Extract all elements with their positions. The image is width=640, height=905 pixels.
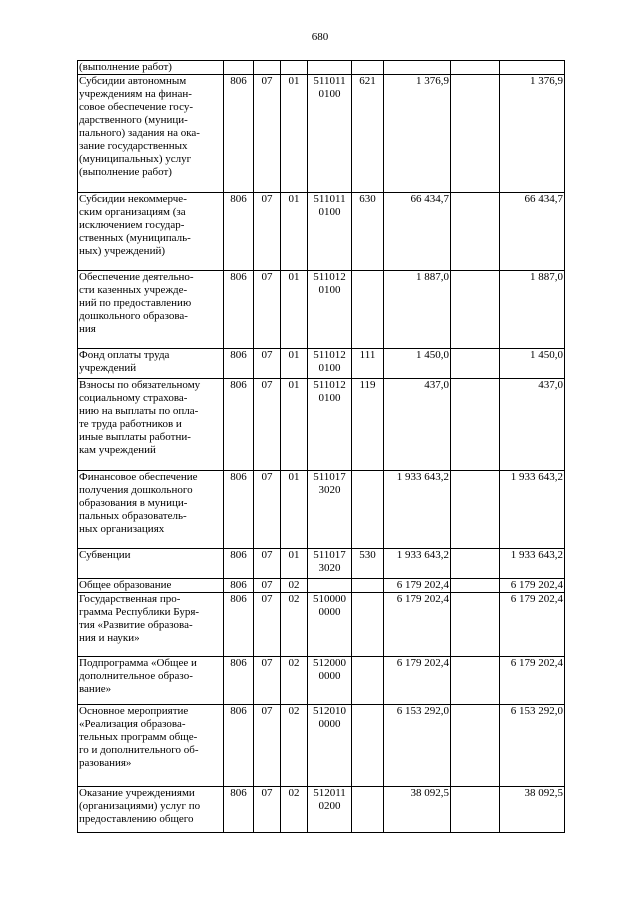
ministry-code: 806 [224,705,254,787]
section-code: 07 [254,379,281,471]
ministry-code: 806 [224,549,254,579]
subsection-code: 01 [281,349,308,379]
target-article-code: 512000 0000 [308,657,352,705]
subsection-code: 01 [281,549,308,579]
subsection-code: 01 [281,193,308,271]
section-code [254,61,281,75]
amount-cell: 6 179 202,4 [384,657,451,705]
amount-total-cell: 1 887,0 [500,271,565,349]
row-name: Фонд оплаты труда учреждений [78,349,224,379]
expense-type-code: 621 [352,75,384,193]
subsection-code: 02 [281,787,308,833]
amount-cell: 1 376,9 [384,75,451,193]
ministry-code: 806 [224,379,254,471]
expense-type-code [352,271,384,349]
amount-cell: 38 092,5 [384,787,451,833]
empty-cell [451,787,500,833]
row-name: Субсидии автономным учреждениям на финан- совое обеспечение госу- дарственного (муници- пального) задания на ока- зание государственных (муниципальных) услуг (выполнение работ) [78,75,224,193]
amount-total-cell [500,61,565,75]
expense-type-code [352,705,384,787]
target-article-code [308,61,352,75]
ministry-code [224,61,254,75]
amount-cell: 1 933 643,2 [384,471,451,549]
empty-cell [451,349,500,379]
section-code: 07 [254,705,281,787]
empty-cell [451,471,500,549]
target-article-code: 511011 0100 [308,193,352,271]
amount-cell: 1 933 643,2 [384,549,451,579]
table-row [78,657,565,705]
row-name: Обеспечение деятельно- сти казенных учрежде- ний по предоставлению дошкольного образова- ния [78,271,224,349]
table-row [78,579,565,593]
subsection-code: 02 [281,593,308,657]
ministry-code: 806 [224,787,254,833]
section-code: 07 [254,549,281,579]
expense-type-code [352,471,384,549]
amount-total-cell: 1 933 643,2 [500,471,565,549]
ministry-code: 806 [224,271,254,349]
row-name: Субвенции [78,549,224,579]
expense-type-code: 119 [352,379,384,471]
table-row [78,705,565,787]
empty-cell [451,549,500,579]
amount-total-cell: 66 434,7 [500,193,565,271]
target-article-code: 511012 0100 [308,271,352,349]
amount-total-cell: 6 179 202,4 [500,657,565,705]
expense-type-code: 530 [352,549,384,579]
subsection-code: 02 [281,579,308,593]
amount-cell: 66 434,7 [384,193,451,271]
empty-cell [451,271,500,349]
amount-cell: 6 179 202,4 [384,593,451,657]
table-row [78,61,565,75]
expense-type-code [352,61,384,75]
target-article-code: 510000 0000 [308,593,352,657]
row-name: Финансовое обеспечение получения дошкольного образования в муници- пальных образователь- ных организациях [78,471,224,549]
ministry-code: 806 [224,657,254,705]
ministry-code: 806 [224,593,254,657]
target-article-code: 511012 0100 [308,349,352,379]
section-code: 07 [254,787,281,833]
empty-cell [451,657,500,705]
row-name: Субсидии некоммерче- ским организациям (за исключением государ- ственных (муниципаль- ных) учреждений) [78,193,224,271]
amount-cell [384,61,451,75]
subsection-code: 01 [281,471,308,549]
amount-total-cell: 1 450,0 [500,349,565,379]
amount-cell: 1 450,0 [384,349,451,379]
section-code: 07 [254,579,281,593]
subsection-code: 02 [281,705,308,787]
empty-cell [451,705,500,787]
target-article-code: 512010 0000 [308,705,352,787]
target-article-code: 511017 3020 [308,549,352,579]
table-row [78,349,565,379]
expense-type-code [352,593,384,657]
empty-cell [451,75,500,193]
expense-type-code: 630 [352,193,384,271]
page-number: 680 [311,31,329,43]
budget-table [77,60,565,833]
table-row [78,471,565,549]
empty-cell [451,193,500,271]
expense-type-code [352,787,384,833]
expense-type-code: 111 [352,349,384,379]
amount-cell: 1 887,0 [384,271,451,349]
amount-total-cell: 437,0 [500,379,565,471]
table-row [78,75,565,193]
ministry-code: 806 [224,579,254,593]
row-name: Подпрограмма «Общее и дополнительное образо- вание» [78,657,224,705]
subsection-code [281,61,308,75]
table-row [78,379,565,471]
amount-total-cell: 1 933 643,2 [500,549,565,579]
amount-cell: 437,0 [384,379,451,471]
ministry-code: 806 [224,193,254,271]
ministry-code: 806 [224,349,254,379]
amount-total-cell: 6 179 202,4 [500,593,565,657]
amount-cell: 6 153 292,0 [384,705,451,787]
target-article-code: 511017 3020 [308,471,352,549]
section-code: 07 [254,271,281,349]
row-name: Основное мероприятие «Реализация образова- тельных программ обще- го и дополнительного об- разования» [78,705,224,787]
expense-type-code [352,579,384,593]
empty-cell [451,579,500,593]
section-code: 07 [254,593,281,657]
row-name: Общее образование [78,579,224,593]
table-row [78,549,565,579]
empty-cell [451,593,500,657]
empty-cell [451,379,500,471]
row-name: (выполнение работ) [78,61,224,75]
expense-type-code [352,657,384,705]
amount-total-cell: 1 376,9 [500,75,565,193]
ministry-code: 806 [224,471,254,549]
row-name: Государственная про- грамма Республики Буря- тия «Развитие образова- ния и науки» [78,593,224,657]
section-code: 07 [254,657,281,705]
subsection-code: 01 [281,271,308,349]
empty-cell [451,61,500,75]
table-row [78,593,565,657]
target-article-code [308,579,352,593]
amount-cell: 6 179 202,4 [384,579,451,593]
target-article-code: 511012 0100 [308,379,352,471]
amount-total-cell: 38 092,5 [500,787,565,833]
row-name: Оказание учреждениями (организациями) услуг по предоставлению общего [78,787,224,833]
section-code: 07 [254,75,281,193]
ministry-code: 806 [224,75,254,193]
row-name: Взносы по обязательному социальному страхова- нию на выплаты по опла- те труда работников и иные выплаты работни- кам учреждений [78,379,224,471]
amount-total-cell: 6 179 202,4 [500,579,565,593]
subsection-code: 02 [281,657,308,705]
section-code: 07 [254,349,281,379]
table-row [78,787,565,833]
section-code: 07 [254,471,281,549]
amount-total-cell: 6 153 292,0 [500,705,565,787]
table-row [78,271,565,349]
table-row [78,193,565,271]
section-code: 07 [254,193,281,271]
target-article-code: 512011 0200 [308,787,352,833]
target-article-code: 511011 0100 [308,75,352,193]
subsection-code: 01 [281,75,308,193]
subsection-code: 01 [281,379,308,471]
